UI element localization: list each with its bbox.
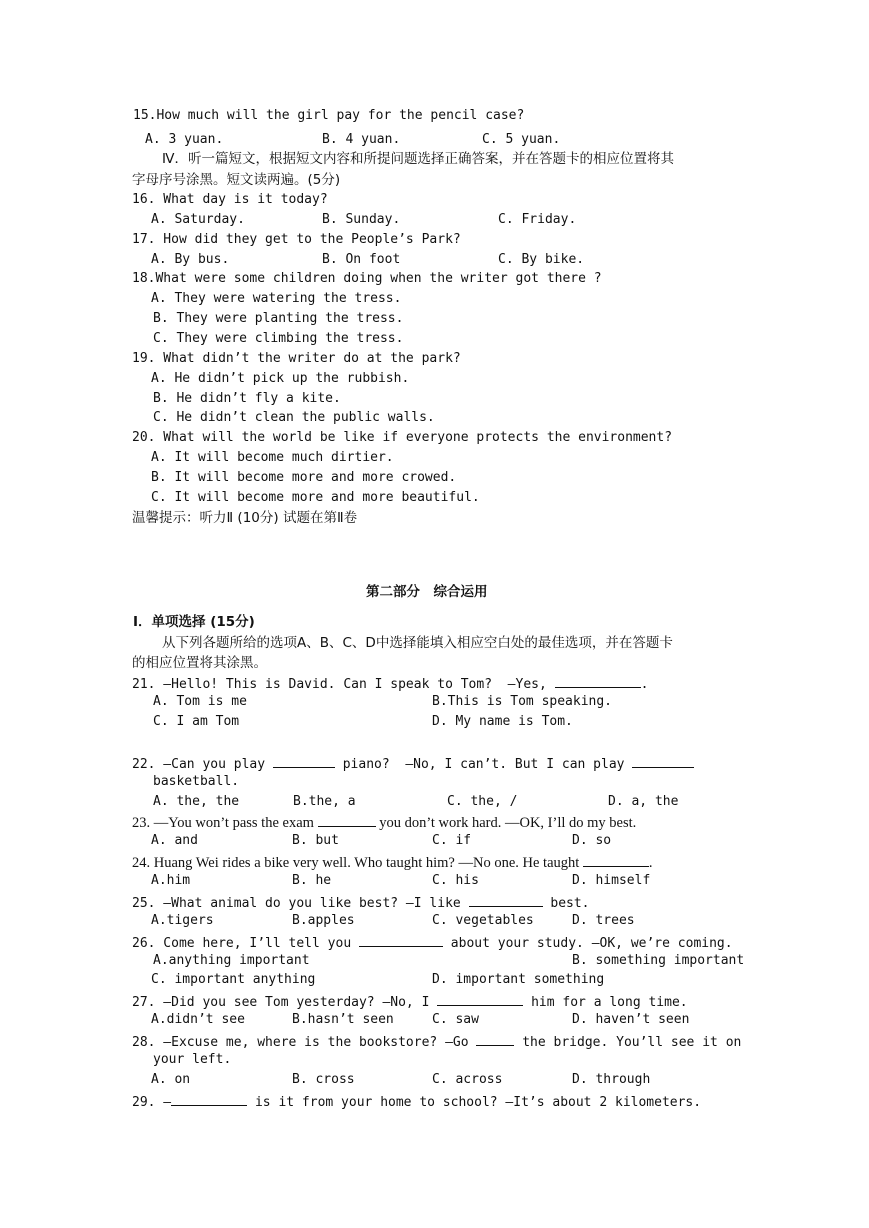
answer-blank (583, 852, 649, 867)
question-16-stem: 16. What day is it today? (132, 192, 328, 207)
question-28-stem (132, 1031, 741, 1052)
question-17-option-a: A. By bus. (151, 252, 230, 267)
question-26-option-b: B. something important (572, 953, 745, 968)
question-23-option-a: A. and (151, 833, 198, 848)
question-28-stem-line-2: your left. (153, 1052, 232, 1067)
question-27-option-c: C. saw (432, 1012, 479, 1027)
question-21-option-c: C. I am Tom (153, 714, 240, 729)
question-26-option-c: C. important anything (151, 972, 316, 987)
question-18-option-c: C. They were climbing the tress. (153, 331, 404, 346)
question-17-stem: 17. How did they get to the People’s Park? (132, 232, 461, 247)
question-21-stem (132, 673, 648, 694)
question-22-stem (132, 753, 694, 774)
question-29-stem-part-1: 29. — (132, 1095, 172, 1110)
question-19-stem: 19. What didn’t the writer do at the park? (132, 351, 461, 366)
question-24-stem-part-2: . (648, 855, 653, 871)
answer-blank (318, 812, 376, 827)
question-21-option-b: B.This is Tom speaking. (432, 694, 613, 709)
question-22-option-c: C. the, / (447, 794, 518, 809)
question-25-option-a: A.tigers (151, 913, 214, 928)
question-24-option-a: A.him (151, 873, 191, 888)
question-21-option-a: A. Tom is me (153, 694, 247, 709)
question-27-option-a: A.didn’t see (151, 1012, 245, 1027)
answer-blank (273, 753, 335, 768)
answer-blank (171, 1091, 247, 1106)
question-22-option-a: A. the, the (153, 794, 240, 809)
question-26-stem-part-2: about your study. —OK, we’re coming. (442, 936, 733, 951)
question-15-option-a: A. 3 yuan. (145, 132, 224, 147)
question-27-stem-part-1: 27. —Did you see Tom yesterday? —No, I (132, 995, 438, 1010)
question-28-stem-part-2: the bridge. You’ll see it on (514, 1035, 742, 1050)
question-25-option-b: B.apples (292, 913, 355, 928)
question-29-stem (132, 1091, 701, 1112)
question-23-stem-part-2: you don’t work hard. —OK, I’ll do my best. (375, 815, 637, 831)
answer-blank (632, 753, 694, 768)
question-25-option-c: C. vegetables (432, 913, 534, 928)
question-24-option-c: C. his (432, 873, 479, 888)
question-20-option-b: B. It will become more and more crowed. (151, 470, 457, 485)
question-23-stem (132, 812, 636, 832)
question-24-option-b: B. he (292, 873, 332, 888)
question-23-stem-part-1: 23. —You won’t pass the exam (132, 815, 318, 831)
section-1-title: Ⅰ．单项选择 (15分) (133, 614, 255, 630)
question-20-option-a: A. It will become much dirtier. (151, 450, 394, 465)
question-27-option-b: B.hasn’t seen (292, 1012, 394, 1027)
question-23-option-c: C. if (432, 833, 472, 848)
question-15-option-b: B. 4 yuan. (322, 132, 401, 147)
question-22-option-d: D. a, the (608, 794, 679, 809)
section-1-instruction-line-1: 从下列各题所给的选项A、B、C、D中选择能填入相应空白处的最佳选项，并在答题卡 (162, 635, 673, 651)
answer-blank (359, 932, 443, 947)
question-21-stem-text: 21. —Hello! This is David. Can I speak to Tom? —Yes, (132, 677, 555, 692)
answer-blank (555, 673, 641, 688)
question-26-stem-part-1: 26. Come here, I’ll tell you (132, 936, 359, 951)
question-27-stem-part-2: him for a long time. (523, 995, 688, 1010)
answer-blank (476, 1031, 514, 1046)
question-16-option-c: C. Friday. (498, 212, 577, 227)
question-15-option-c: C. 5 yuan. (482, 132, 561, 147)
section-1-instruction-line-2: 的相应位置将其涂黑。 (132, 655, 267, 671)
question-25-stem (132, 892, 590, 913)
section-4-instruction-line-2: 字母序号涂黑。短文读两遍。(5分) (132, 172, 341, 188)
question-21-stem-end: . (640, 677, 649, 692)
question-19-option-a: A. He didn’t pick up the rubbish. (151, 371, 410, 386)
question-18-option-a: A. They were watering the tress. (151, 291, 402, 306)
question-15-stem: 15.How much will the girl pay for the pencil case? (133, 108, 525, 123)
question-22-stem-line-2: basketball. (153, 774, 240, 789)
question-26-option-a: A.anything important (153, 953, 310, 968)
question-25-stem-part-2: best. (542, 896, 590, 911)
question-22-option-b: B.the, a (293, 794, 356, 809)
question-24-stem (132, 852, 653, 872)
question-26-stem (132, 932, 733, 953)
question-18-stem: 18.What were some children doing when the writer got there ? (132, 271, 602, 286)
question-22-stem-part-2: piano? —No, I can’t. But I can play (334, 757, 633, 772)
question-25-stem-part-1: 25. —What animal do you like best? —I like (132, 896, 469, 911)
question-27-option-d: D. haven’t seen (572, 1012, 690, 1027)
question-28-option-c: C. across (432, 1072, 503, 1087)
question-28-option-b: B. cross (292, 1072, 355, 1087)
question-27-stem (132, 991, 688, 1012)
question-20-stem: 20. What will the world be like if everyone protects the environment? (132, 430, 673, 445)
question-29-stem-part-2: is it from your home to school? —It’s about 2 kilometers. (247, 1095, 702, 1110)
question-24-option-d: D. himself (572, 873, 651, 888)
section-4-instruction-line-1: Ⅳ．听一篇短文，根据短文内容和所提问题选择正确答案，并在答题卡的相应位置将其 (162, 151, 674, 167)
question-23-option-b: B. but (292, 833, 339, 848)
question-28-stem-part-1: 28. —Excuse me, where is the bookstore? —Go (132, 1035, 477, 1050)
question-21-option-d: D. My name is Tom. (432, 714, 573, 729)
question-16-option-b: B. Sunday. (322, 212, 401, 227)
question-24-stem-part-1: 24. Huang Wei rides a bike very well. Who taught him? —No one. He taught (132, 855, 583, 871)
question-22-stem-part-1: 22. —Can you play (132, 757, 273, 772)
listening-tip: 温馨提示：听力Ⅱ (10分) 试题在第Ⅱ卷 (132, 510, 358, 526)
question-19-option-c: C. He didn’t clean the public walls. (153, 410, 435, 425)
question-28-option-a: A. on (151, 1072, 191, 1087)
question-17-option-c: C. By bike. (498, 252, 585, 267)
question-28-option-d: D. through (572, 1072, 651, 1087)
question-19-option-b: B. He didn’t fly a kite. (153, 391, 341, 406)
answer-blank (469, 892, 543, 907)
question-23-option-d: D. so (572, 833, 612, 848)
question-26-option-d: D. important something (432, 972, 605, 987)
part-2-title: 第二部分 综合运用 (366, 584, 488, 600)
question-20-option-c: C. It will become more and more beautiful. (151, 490, 480, 505)
question-16-option-a: A. Saturday. (151, 212, 245, 227)
question-25-option-d: D. trees (572, 913, 635, 928)
question-18-option-b: B. They were planting the tress. (153, 311, 404, 326)
question-17-option-b: B. On foot (322, 252, 401, 267)
answer-blank (437, 991, 523, 1006)
